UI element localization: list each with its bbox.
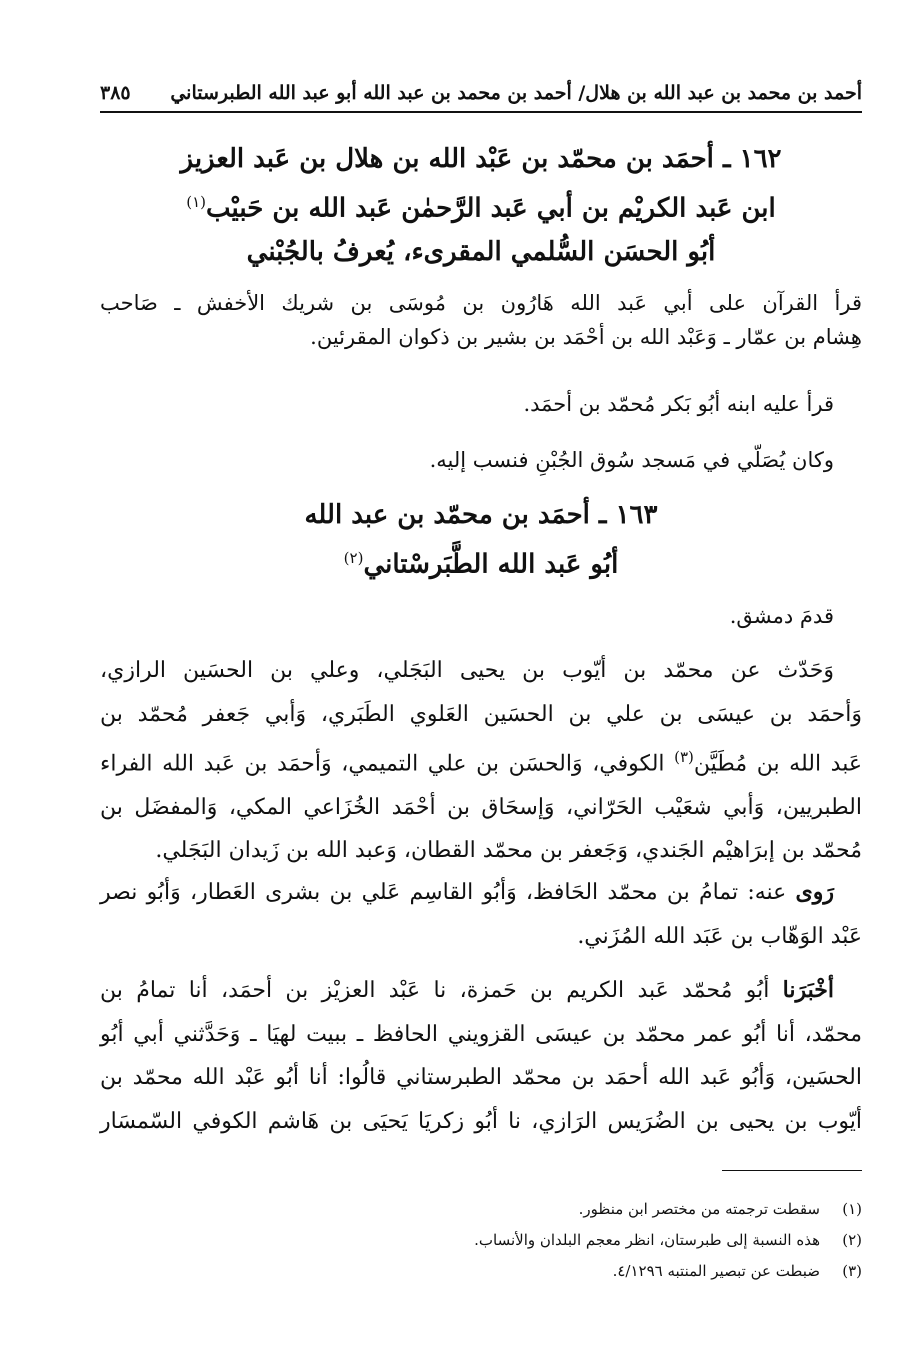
entry-162-title-line: أبُو الحسَن السُّلمي المقرىء، يُعرفُ بالجُبْني xyxy=(246,236,716,267)
text-line: مُحمّد بن إبرَاهيْم الجَندي، وَجَعفر بن محمّد القطان، وَعبد الله بن زَيدان البَجَلي. xyxy=(155,838,862,864)
footnote-rule xyxy=(722,1170,862,1171)
text-line: قدمَ دمشق. xyxy=(729,604,834,628)
footnote xyxy=(300,1256,862,1287)
text-line: وكان يُصَلّي في مَسجد سُوق الجُبْنِ فنسب إليه. xyxy=(429,448,834,472)
footnotes xyxy=(300,1194,862,1287)
footnote-ref-2: (٢) xyxy=(343,549,364,567)
text-line xyxy=(100,736,862,786)
text-line xyxy=(100,871,862,915)
header-rule xyxy=(100,111,862,113)
paragraph-hadith-from xyxy=(100,649,862,873)
paragraph xyxy=(100,443,862,477)
text-segment: أبُو مُحمّد عَبد الكريم بن حَمزة، نا عَبْد العزيْز بن أحمَد، أنا تمامُ بن xyxy=(100,978,783,1003)
footnote-number: (٣) xyxy=(842,1262,862,1280)
running-header xyxy=(100,78,862,108)
entry-162-heading xyxy=(100,138,862,274)
entry-162-title-line: ١٦٢ ـ أحمَد بن محمّد بن عَبْد الله بن هلال بن عَبد العزيز xyxy=(180,144,782,174)
entry-163-title-text: أبُو عَبد الله الطَّبَرسْتاني xyxy=(363,549,619,580)
keyword-akhbarana: أخْبَرَنا xyxy=(782,977,834,1003)
page-number: ٣٨٥ xyxy=(100,82,131,104)
text-segment: الكوفي، وَالحسَن بن علي التميمي، وَأحمَد بن عَبد الله الفراء xyxy=(100,751,675,777)
text-line: محمّد، أنا أبُو عمر محمّد بن عيسَى القزويني الحافظ ـ ببيت لهيَا ـ وَحَدَّثني أبي أبُو xyxy=(100,1021,862,1047)
text-line: قرأ عليه ابنه أبُو بَكر مُحمّد بن أحمَد. xyxy=(523,392,834,416)
paragraph xyxy=(100,387,862,421)
text-line: قرأ القرآن على أبي عَبد الله هَارُون بن مُوسَى بن شريك الأخفش ـ صَاحب xyxy=(100,291,862,315)
footnote xyxy=(300,1225,862,1256)
paragraph xyxy=(100,286,862,354)
paragraph-narrated-by xyxy=(100,871,862,958)
entry-163-heading xyxy=(100,494,862,587)
footnote-number: (١) xyxy=(842,1200,862,1218)
footnote-text: هذه النسبة إلى طبرستان، انظر معجم البلدان والأنساب. xyxy=(474,1231,820,1249)
running-title: أحمد بن محمد بن عبد الله بن هلال/ أحمد بن محمد بن عبد الله أبو عبد الله الطبرستاني xyxy=(170,82,862,104)
footnote-ref-3: (٣) xyxy=(674,748,694,766)
text-line xyxy=(100,969,862,1013)
text-line: أيّوب بن يحيى بن الضُرَيس الرَازي، نا أبُو زكريَا يَحيَى بن هَاشم الكوفي السّمسَار xyxy=(100,1108,862,1134)
paragraph xyxy=(100,599,862,633)
text-line: عَبْد الوَهّاب بن عَبَد الله المُزَني. xyxy=(577,923,862,949)
text-line: الطبريين، وَأبي شعَيْب الحَرّاني، وَإسحَاق بن أحْمَد الخُزَاعي المكي، وَالمفضَل بن xyxy=(100,794,862,820)
footnote-number: (٢) xyxy=(842,1231,862,1249)
text-line: هِشام بن عمّار ـ وَعَبْد الله بن أحْمَد بن بشير بن ذكوان المقرئين. xyxy=(310,325,862,349)
entry-162-title-text: ابن عَبد الكريْم بن أبي عَبد الرَّحمٰن عَبد الله بن حَبيْب xyxy=(206,193,776,224)
footnote-ref-1: (١) xyxy=(186,193,207,211)
text-segment: عنه: تمامُ بن محمّد الحَافظ، وَأبُو القاسِم عَلي بن بشرى العَطار، وَأبُو نصر xyxy=(100,880,796,905)
keyword-rawa: رَوى xyxy=(795,879,835,905)
paragraph-isnad xyxy=(100,969,862,1143)
entry-163-title-line: ١٦٣ ـ أحمَد بن محمّد بن عبد الله xyxy=(304,500,658,530)
entry-163-title-line xyxy=(100,537,862,587)
footnote xyxy=(300,1194,862,1225)
text-line: وَأحمَد بن عيسَى بن علي بن الحسَين العَلوي الطَبَري، وَأبي جَعفر مُحمّد بن xyxy=(100,701,862,727)
footnote-text: ضبطت عن تبصير المنتبه ٤/١٢٩٦. xyxy=(612,1262,820,1280)
footnote-text: سقطت ترجمته من مختصر ابن منظور. xyxy=(578,1200,820,1218)
text-segment: عَبد الله بن مُطَيَّن xyxy=(693,751,862,777)
entry-162-title-line xyxy=(100,181,862,231)
text-line: وَحَدّث عن محمّد بن أيّوب بن يحيى البَجَلي، وعلي بن الحسَين الرازي، xyxy=(100,658,834,683)
text-line: الحسَين، وَأبُو عَبد الله أحمَد بن محمّد الطبرستاني قالُوا: أنا أبُو عَبْد الله محمّد بن xyxy=(100,1065,862,1090)
